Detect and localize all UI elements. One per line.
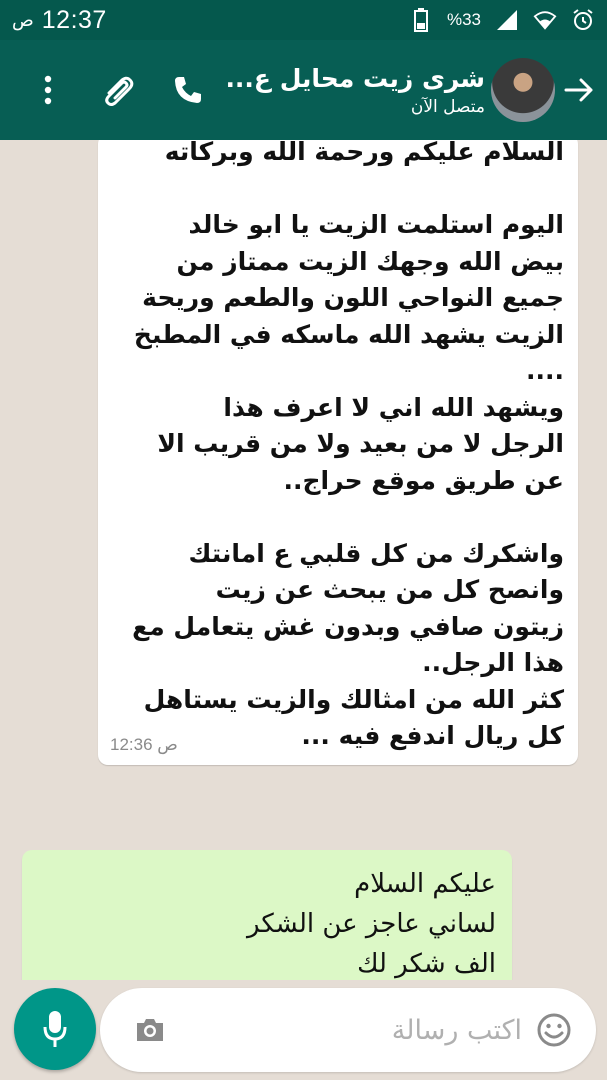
- message-ampm: ص: [157, 734, 178, 754]
- compose-bar: [0, 980, 607, 1080]
- message-timestamp: [110, 735, 178, 755]
- phone-icon[interactable]: [168, 70, 208, 110]
- chat-toolbar: [0, 40, 607, 140]
- paperclip-icon[interactable]: [98, 70, 138, 110]
- message-text: السلام عليكم ورحمة الله وبركاته اليوم استلمت الزيت يا ابو خالد بيض الله وجهك الزيت ممتاز من جميع النواحي اللون والطعم وريحة الزيت يشهد الله ماسكه في المطبخ .... ويشهد الله اني لا اعرف هذا الرجل لا من بعيد ولا من قريب الا عن طريق موقع حراج.. واشكرك من كل قلبي ع امانتك وانصح كل من يبحث عن زيت زيتون صافي وبدون غش يتعامل مع هذا الرجل.. كثر الله من امثالك والزيت يستاهل كل ريال اندفع فيه ...: [132, 140, 564, 750]
- signal-icon: [495, 8, 519, 32]
- toolbar-actions: [0, 70, 208, 110]
- message-incoming[interactable]: [98, 140, 578, 765]
- message-text: عليكم السلام لساني عاجز عن الشكر الف شكر لك: [247, 869, 496, 979]
- chat-area[interactable]: [0, 140, 607, 980]
- microphone-icon: [42, 1009, 68, 1049]
- message-input-box: [100, 988, 596, 1072]
- status-ampm: ص: [12, 9, 34, 30]
- contact-status: متصل الآن: [410, 96, 485, 117]
- status-time-group: [12, 6, 107, 35]
- battery-icon: [409, 8, 433, 32]
- more-vertical-icon[interactable]: [28, 70, 68, 110]
- status-bar: [0, 0, 607, 40]
- back-arrow-icon[interactable]: [561, 70, 597, 110]
- alarm-icon: [571, 8, 595, 32]
- emoji-icon[interactable]: [534, 1010, 574, 1050]
- contact-name: شرى زيت محايل ع...: [225, 63, 485, 93]
- avatar[interactable]: [491, 58, 555, 122]
- message-input[interactable]: [168, 1015, 534, 1046]
- camera-icon[interactable]: [132, 1012, 168, 1048]
- mic-button[interactable]: [14, 988, 96, 1070]
- message-outgoing[interactable]: [22, 850, 512, 980]
- wifi-icon: [533, 8, 557, 32]
- battery-percent: %33: [446, 10, 481, 29]
- chat-header-info[interactable]: [208, 64, 491, 117]
- status-time: 12:37: [41, 5, 107, 34]
- message-time: 12:36: [110, 734, 153, 754]
- status-icons: [409, 8, 595, 32]
